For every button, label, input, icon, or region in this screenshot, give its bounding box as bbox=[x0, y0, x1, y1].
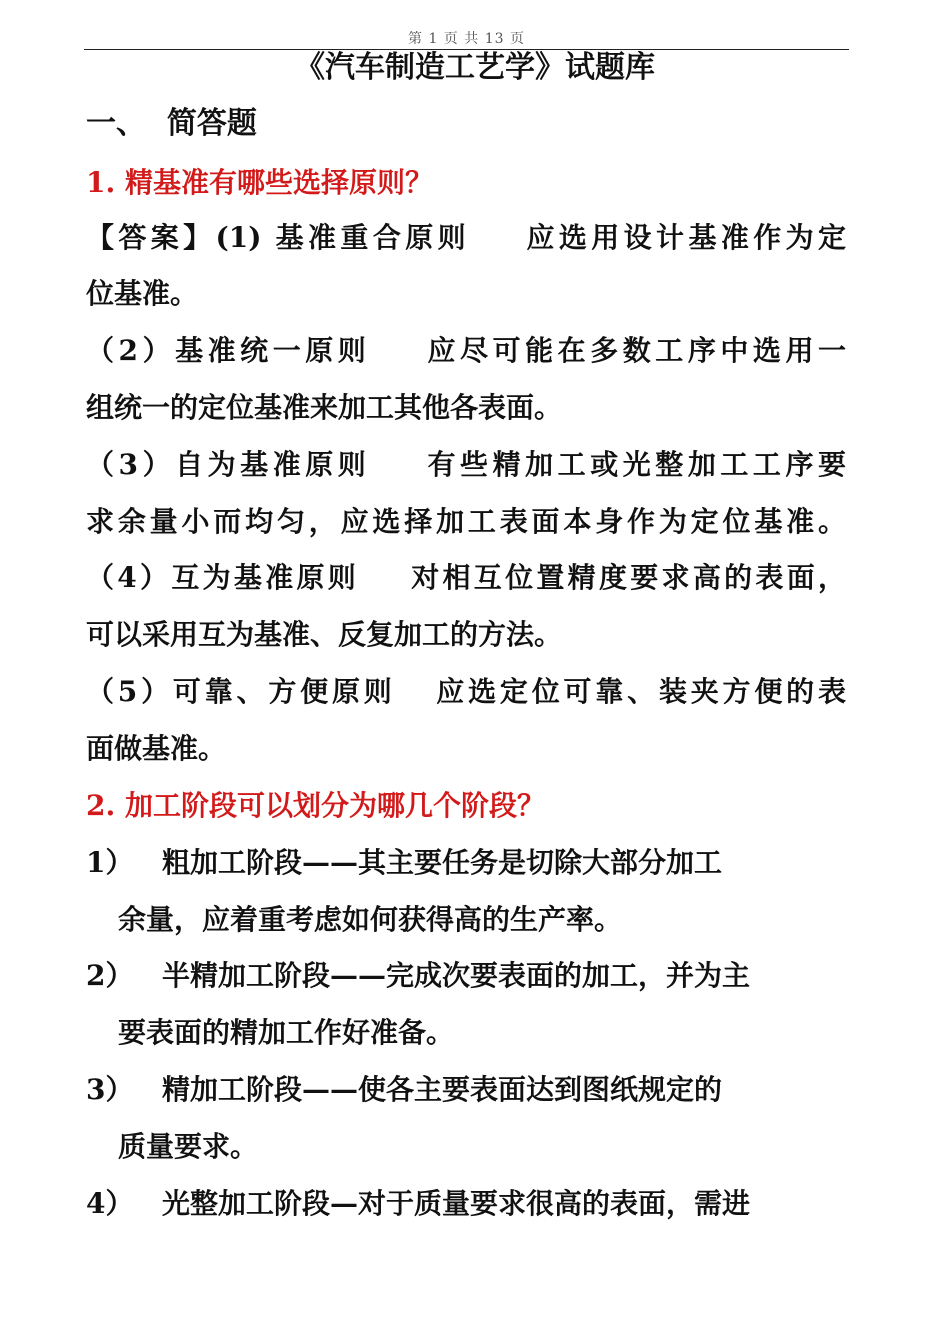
list-item-number: 1） bbox=[86, 846, 134, 879]
answer-line: （5）可靠、方便原则 应选定位可靠、装夹方便的表 bbox=[86, 675, 846, 708]
list-item-text: 半精加工阶段——完成次要表面的加工，并为主 bbox=[162, 959, 751, 992]
answer-line: 位基准。 bbox=[86, 277, 199, 310]
section-heading: 一、 简答题 bbox=[86, 106, 257, 141]
list-item-continuation: 要表面的精加工作好准备。 bbox=[118, 1016, 455, 1049]
list-item-continuation: 余量，应着重考虑如何获得高的生产率。 bbox=[118, 903, 623, 936]
list-item bbox=[86, 1068, 722, 1112]
list-item bbox=[86, 1182, 750, 1226]
list-item-continuation: 质量要求。 bbox=[118, 1130, 259, 1163]
list-item bbox=[86, 841, 722, 885]
list-item-number: 4） bbox=[86, 1187, 134, 1220]
list-item-text: 精加工阶段——使各主要表面达到图纸规定的 bbox=[162, 1073, 723, 1106]
list-item-text: 粗加工阶段——其主要任务是切除大部分加工 bbox=[162, 846, 723, 879]
answer-line: 【答案】(1) 基准重合原则 应选用设计基准作为定 bbox=[86, 221, 846, 254]
list-item-number: 3） bbox=[86, 1073, 134, 1106]
answer-line: 可以采用互为基准、反复加工的方法。 bbox=[86, 618, 563, 651]
answer-line: 求余量小而均匀，应选择加工表面本身作为定位基准。 bbox=[86, 505, 846, 538]
list-item-number: 2） bbox=[86, 959, 134, 992]
answer-line: 组统一的定位基准来加工其他各表面。 bbox=[86, 391, 563, 424]
page-number-label: 第 1 页 共 13 页 bbox=[408, 31, 525, 47]
list-item bbox=[86, 954, 750, 998]
document-title: 《汽车制造工艺学》试题库 bbox=[295, 50, 655, 85]
answer-line: （4）互为基准原则 对相互位置精度要求高的表面， bbox=[86, 561, 846, 594]
answer-line: 面做基准。 bbox=[86, 732, 227, 765]
question-1: 1. 精基准有哪些选择原则？ bbox=[86, 166, 433, 199]
answer-line: （2）基准统一原则 应尽可能在多数工序中选用一 bbox=[86, 334, 846, 367]
question-2: 2. 加工阶段可以划分为哪几个阶段？ bbox=[86, 789, 545, 822]
answer-line: （3）自为基准原则 有些精加工或光整加工工序要 bbox=[86, 448, 846, 481]
list-item-text: 光整加工阶段—对于质量要求很高的表面，需进 bbox=[162, 1187, 751, 1220]
